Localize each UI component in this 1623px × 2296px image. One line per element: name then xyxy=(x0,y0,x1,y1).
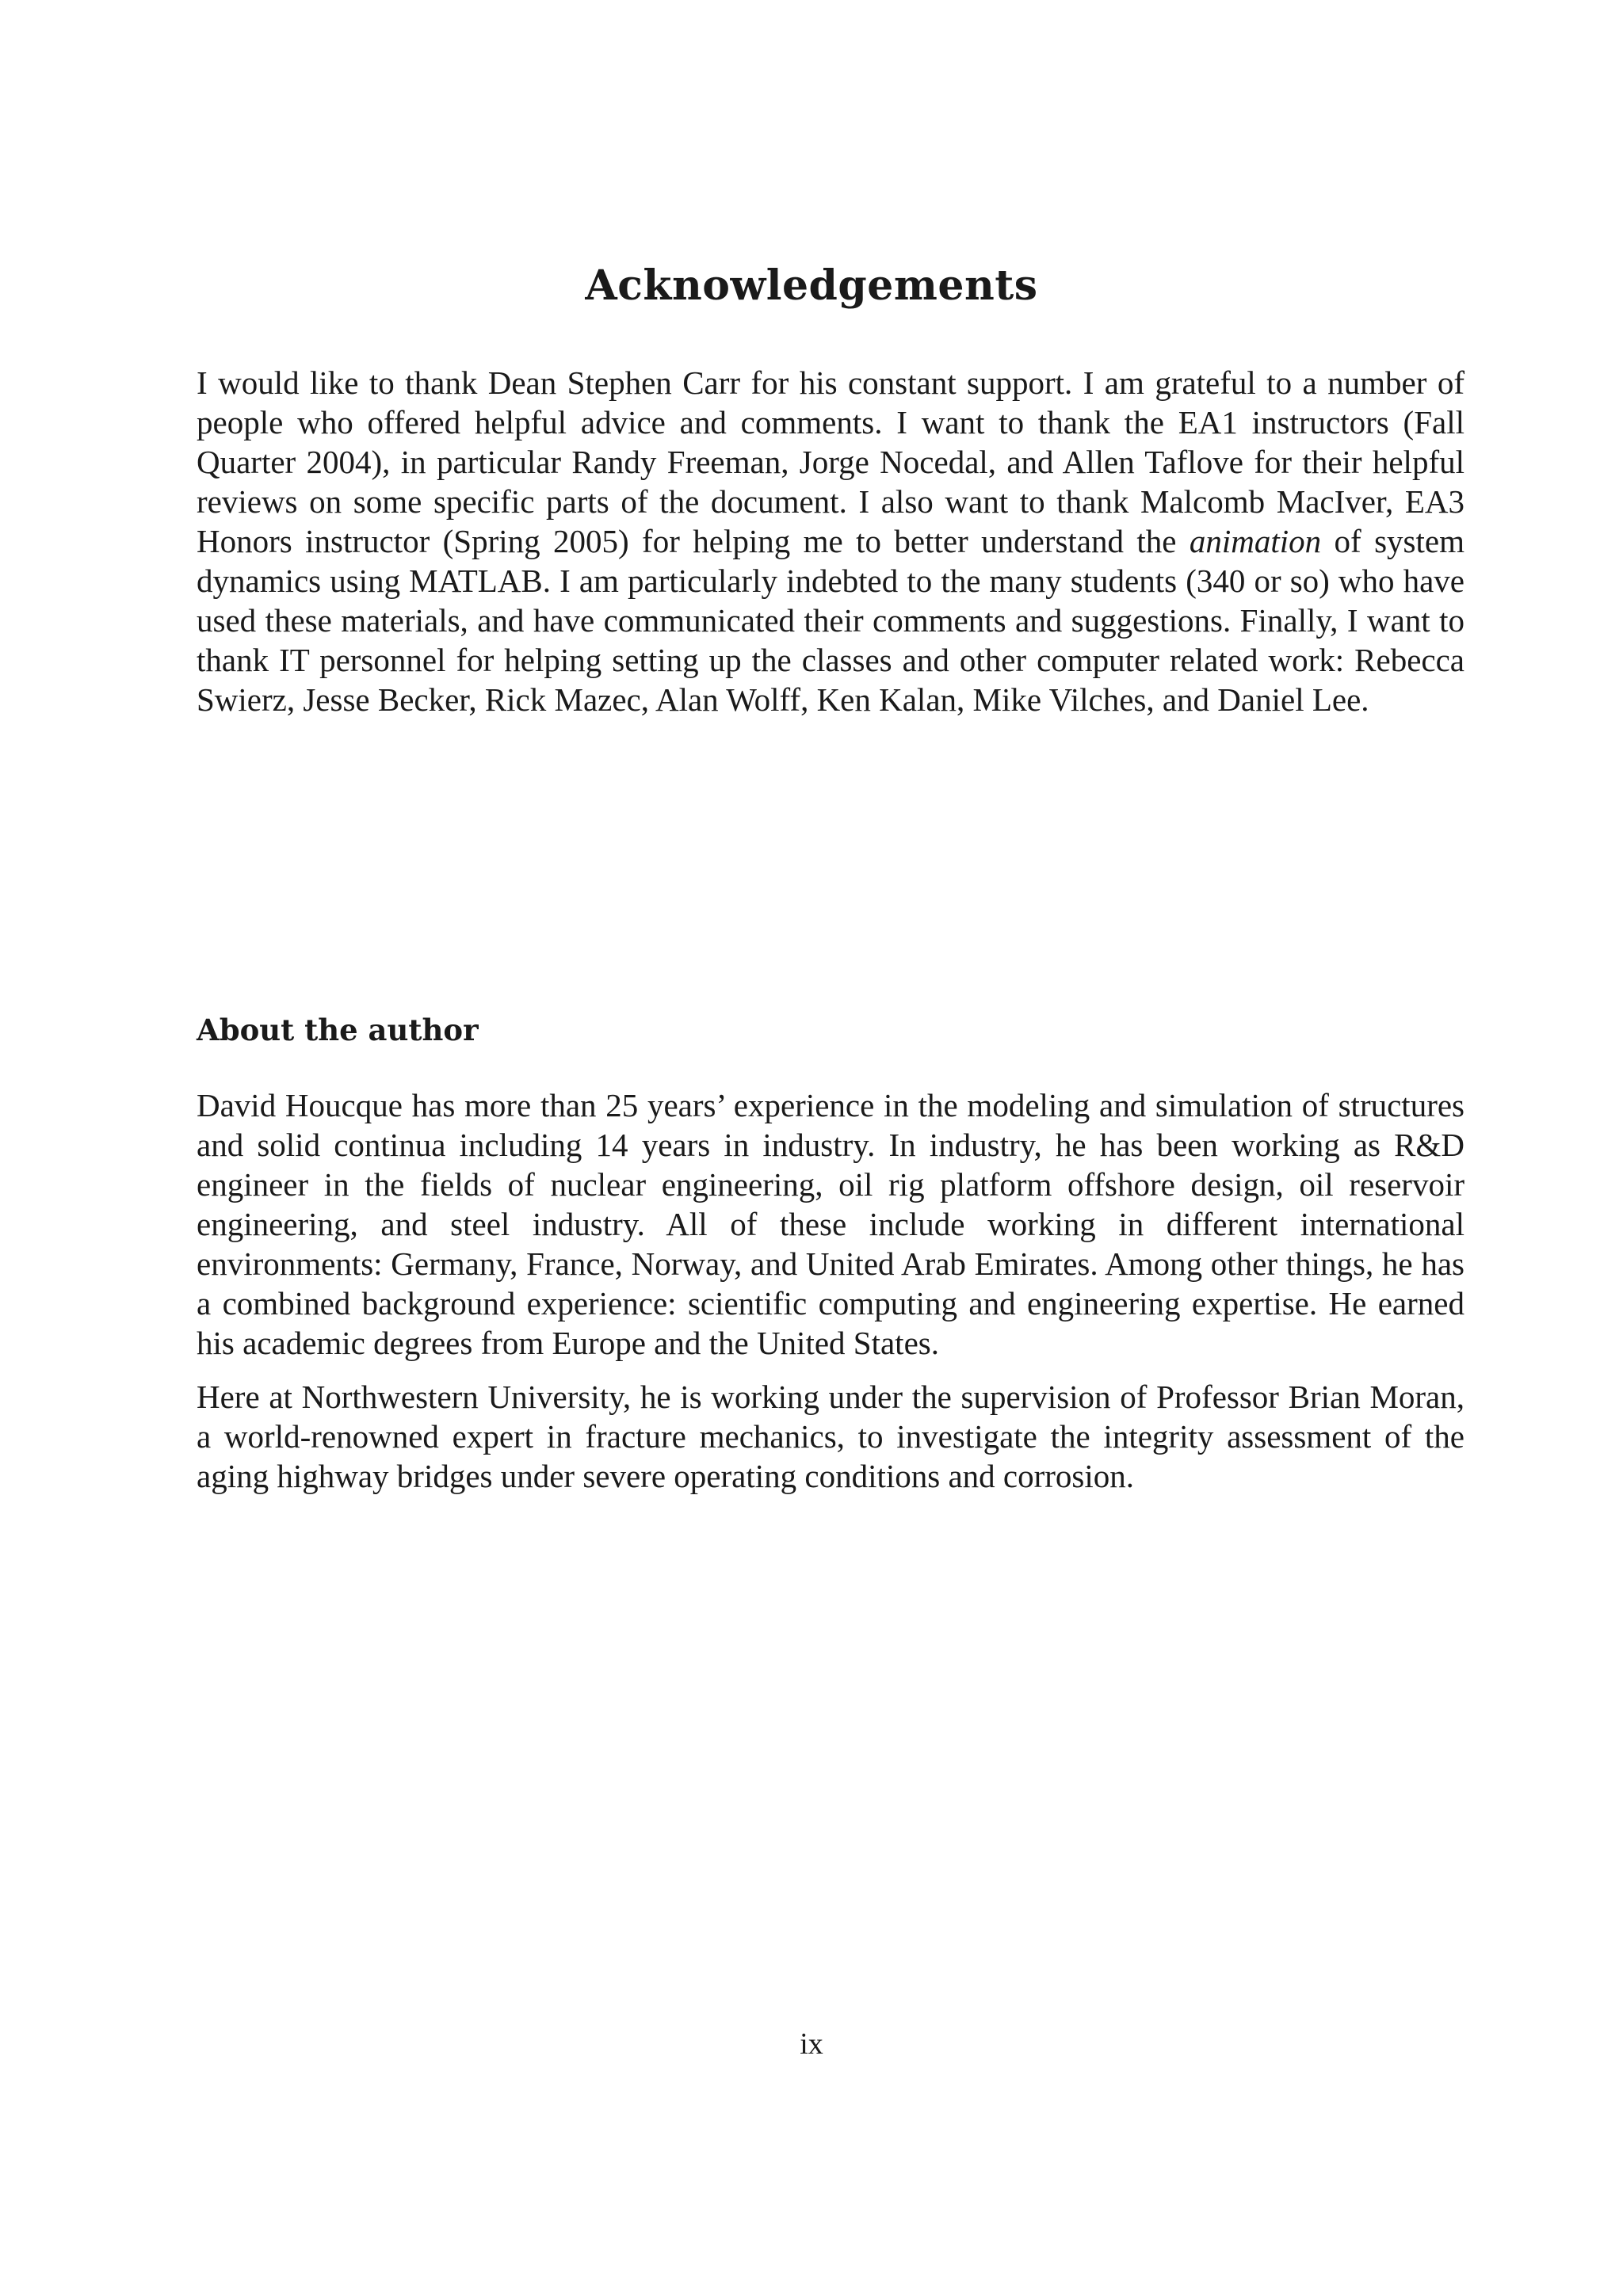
acknowledgements-text-end: of system dynamics using MATLAB. I am particularly indebted to the many students (340 or so) who have used these materials, and have communicated their comments and suggestions. Finally, I want to thank IT personnel for helping setting up the classes and other computer related work: Rebecca Swierz, Jesse Becker, Rick Mazec, Alan Wolff, Ken Kalan, Mike Vilches, and Daniel Lee. xyxy=(197,523,1465,718)
page-title: Acknowledgements xyxy=(585,261,1038,310)
acknowledgements-text-start: I would like to thank Dean Stephen Carr for his constant support. I am grateful to a number of people who offered helpful advice and comments. I want to thank the EA1 instructors (Fall Quarter 2004), in particular Randy Freeman, Jorge Nocedal, and Allen Taflove for their helpful reviews on some specific parts of the document. I also want to thank Malcomb MacIver, EA3 Honors instructor (Spring 2005) for helping me to better understand the xyxy=(197,364,1465,559)
about-author-paragraph-2: Here at Northwestern University, he is working under the supervision of Professor Brian Moran, a world-renowned expert in fracture mechanics, to investigate the integrity assessment of the aging highway bridges under severe operating conditions and corrosion. xyxy=(197,1379,1465,1494)
about-author-paragraph-1: David Houcque has more than 25 years’ experience in the modeling and simulation of structures and solid continua including 14 years in industry. In industry, he has been working as R&D engineer in the fields of nuclear engineering, oil rig platform offshore design, oil reservoir engineering, and steel industry. All of these include working in different international environments: Germany, France, Norway, and United Arab Emirates. Among other things, he has a combined background experience: scientific computing and engineering expertise. He earned his academic degrees from Europe and the United States. xyxy=(197,1087,1465,1361)
about-author-heading: About the author xyxy=(197,1013,479,1047)
acknowledgements-emphasis: animation xyxy=(1189,523,1322,559)
acknowledgements-section xyxy=(197,363,1465,719)
acknowledgements-paragraph xyxy=(197,363,1465,719)
about-author-section xyxy=(197,1085,1465,1496)
page-number: ix xyxy=(800,2027,823,2061)
